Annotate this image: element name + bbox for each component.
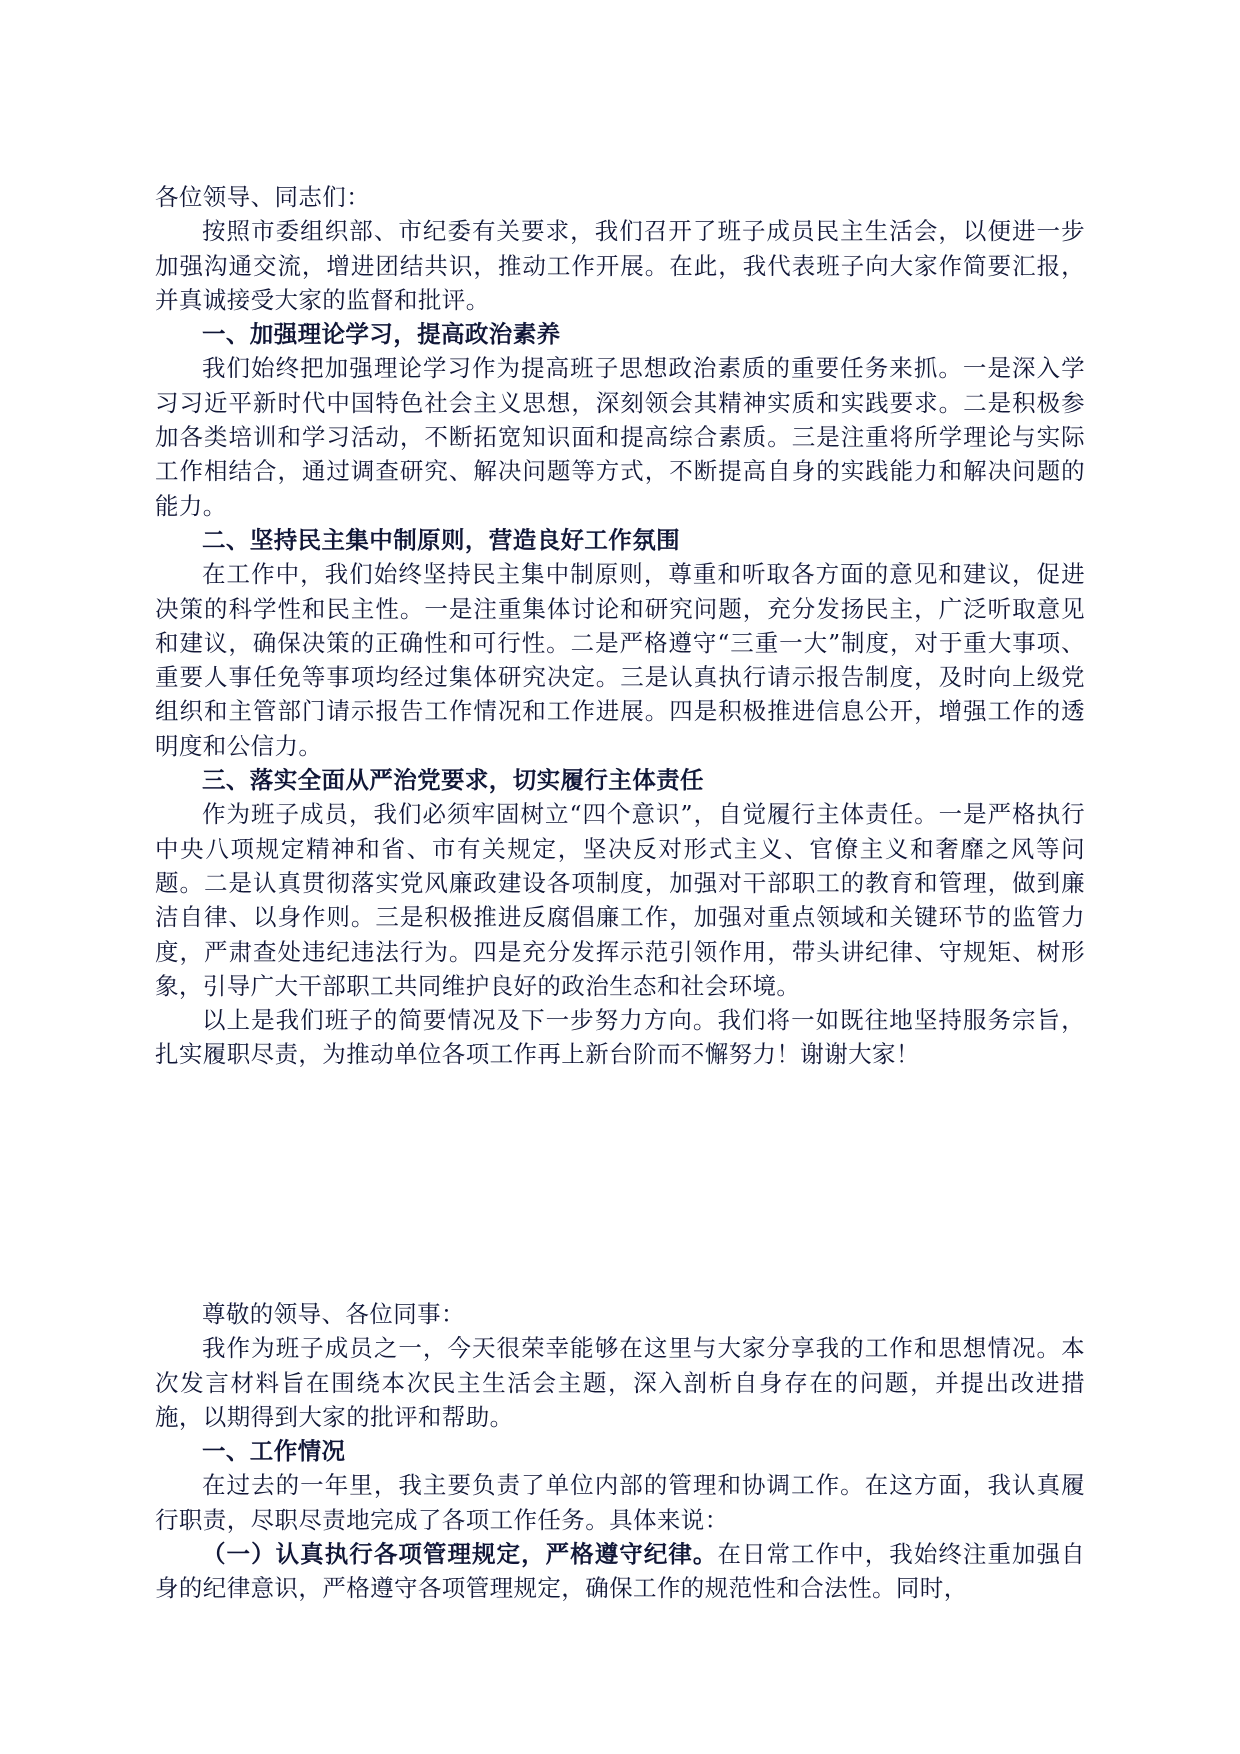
speech-1-section-1-heading: 一、加强理论学习，提高政治素养: [202, 320, 561, 349]
speech-2-salutation: 尊敬的领导、各位同事：: [202, 1300, 465, 1328]
speech-1-section-3-heading: 三、落实全面从严治党要求，切实履行主体责任: [202, 766, 704, 795]
speech-1-section-2-heading: 二、坚持民主集中制原则，营造良好工作氛围: [202, 525, 680, 554]
speech-2-intro: 我作为班子成员之一，今天很荣幸能够在这里与大家分享我的工作和思想情况。本次发言材料旨在围绕本次民主生活会主题，深入剖析自身存在的问题，并提出改进措施，以期得到大家的批评和帮助。: [155, 1334, 1085, 1431]
speech-2-subsection-1: [155, 1537, 1085, 1606]
speech-1-section-3-body: 作为班子成员，我们必须牢固树立“四个意识”，自觉履行主体责任。一是严格执行中央八项规定精神和省、市有关规定，坚决反对形式主义、官僚主义和奢靡之风等问题。二是认真贯彻落实党风廉政建设各项制度，加强对干部职工的教育和管理，做到廉洁自律、以身作则。三是积极推进反腐倡廉工作，加强对重点领域和关键环节的监管力度，严肃查处违纪违法行为。四是充分发挥示范引领作用，带头讲纪律、守规矩、树形象，引导广大干部职工共同维护良好的政治生态和社会环境。: [155, 800, 1085, 1000]
speech-2-section-1-body: 在过去的一年里，我主要负责了单位内部的管理和协调工作。在这方面，我认真履行职责，尽职尽责地完成了各项工作任务。具体来说：: [155, 1471, 1085, 1534]
speech-1-salutation: 各位领导、同志们：: [155, 183, 371, 211]
speech-1: [155, 180, 1085, 1072]
speech-1-section-1-body: 我们始终把加强理论学习作为提高班子思想政治素质的重要任务来抓。一是深入学习习近平新时代中国特色社会主义思想，深刻领会其精神实质和实践要求。二是积极参加各类培训和学习活动，不断拓宽知识面和提高综合素质。三是注重将所学理论与实际工作相结合，通过调查研究、解决问题等方式，不断提高自身的实践能力和解决问题的能力。: [155, 354, 1085, 520]
speech-1-intro: 按照市委组织部、市纪委有关要求，我们召开了班子成员民主生活会，以便进一步加强沟通交流，增进团结共识，推动工作开展。在此，我代表班子向大家作简要汇报，并真诚接受大家的监督和批评。: [155, 217, 1085, 314]
speech-1-closing: 以上是我们班子的简要情况及下一步努力方向。我们将一如既往地坚持服务宗旨，扎实履职尽责，为推动单位各项工作再上新台阶而不懈努力！谢谢大家！: [155, 1006, 1085, 1069]
speech-1-section-2-body: 在工作中，我们始终坚持民主集中制原则，尊重和听取各方面的意见和建议，促进决策的科学性和民主性。一是注重集体讨论和研究问题，充分发扬民主，广泛听取意见和建议，确保决策的正确性和可行性。二是严格遵守“三重一大”制度，对于重大事项、重要人事任免等事项均经过集体研究决定。三是认真执行请示报告制度，及时向上级党组织和主管部门请示报告工作情况和工作进展。四是积极推进信息公开，增强工作的透明度和公信力。: [155, 560, 1085, 760]
speech-2-section-1-heading: 一、工作情况: [202, 1437, 346, 1466]
speech-2: [155, 1297, 1085, 1606]
speech-2-subsection-1-heading: （一）认真执行各项管理规定，严格遵守纪律。: [202, 1540, 718, 1569]
speech-2-subsection-1-body: 在日常工作中，我始终注重加强自身的纪律意识，严格遵守各项管理规定，确保工作的规范性和合法性。同时，: [155, 1540, 1086, 1603]
